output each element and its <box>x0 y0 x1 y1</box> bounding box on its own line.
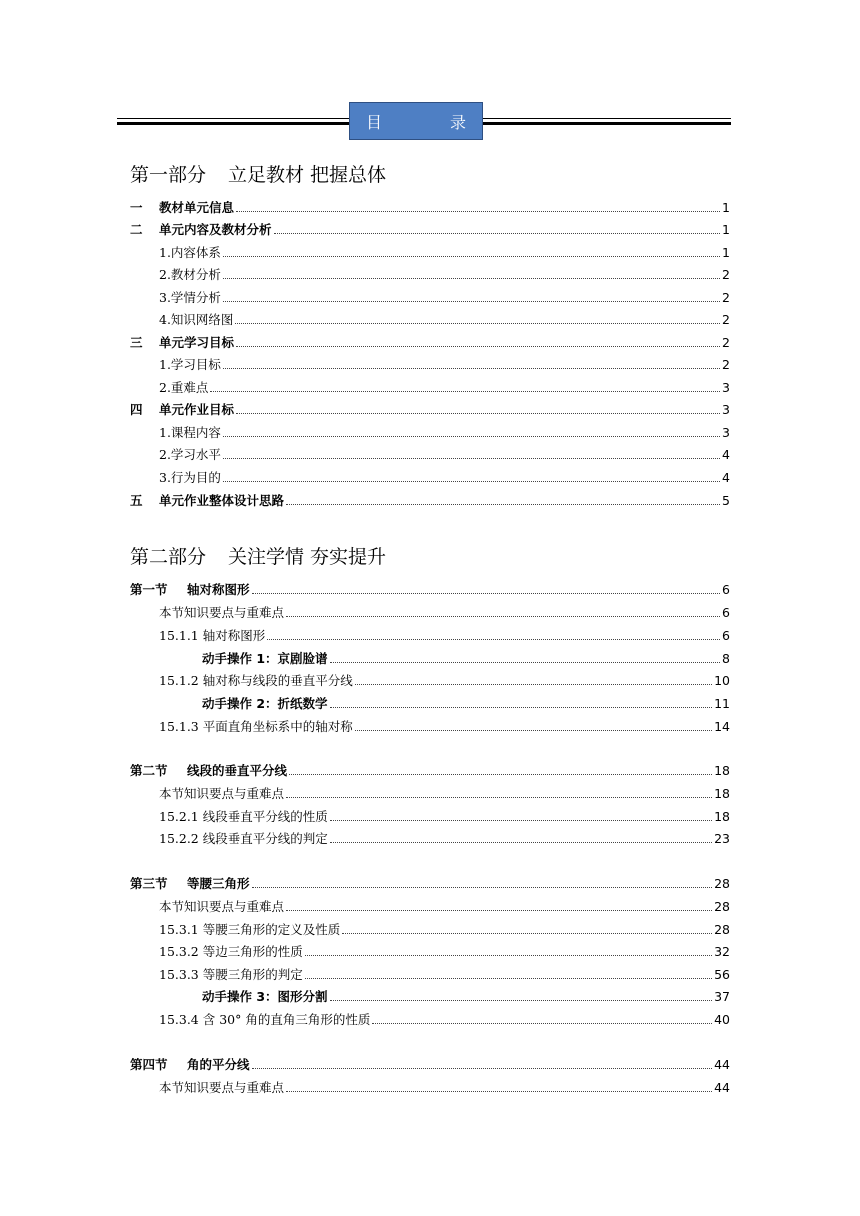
toc-title-right: 录 <box>450 112 467 132</box>
entry-title: 15.3.3 等腰三角形的判定 <box>159 967 303 982</box>
leader-dots <box>236 346 720 347</box>
entry-title: 15.3.4 含 30° 角的直角三角形的性质 <box>159 1012 371 1027</box>
entry-page: 56 <box>714 967 730 982</box>
toc-entry[interactable] <box>202 647 730 667</box>
entry-title: 单元作业整体设计思路 <box>159 493 285 508</box>
leader-dots <box>223 256 720 257</box>
entry-title: 1.课程内容 <box>159 425 221 440</box>
entry-page: 6 <box>722 582 730 597</box>
toc-entry[interactable] <box>159 286 730 306</box>
toc-entry[interactable] <box>202 692 730 712</box>
entry-page: 4 <box>722 447 730 462</box>
leader-dots <box>330 707 713 708</box>
toc-entry[interactable] <box>159 827 730 847</box>
entry-page: 28 <box>714 876 730 891</box>
leader-dots <box>236 413 720 414</box>
leader-dots <box>289 774 712 775</box>
entry-page: 10 <box>714 673 730 688</box>
entry-page: 40 <box>714 1012 730 1027</box>
entry-number: 第一节 <box>130 582 168 597</box>
entry-number: 第四节 <box>130 1057 168 1072</box>
part-label: 第二部分 <box>130 546 207 568</box>
entry-page: 28 <box>714 899 730 914</box>
entry-page: 18 <box>714 786 730 801</box>
entry-title: 15.3.1 等腰三角形的定义及性质 <box>159 922 341 937</box>
entry-page: 3 <box>722 425 730 440</box>
leader-dots <box>305 955 712 956</box>
entry-page: 44 <box>714 1080 730 1095</box>
entry-title: 2.学习水平 <box>159 447 221 462</box>
entry-page: 4 <box>722 470 730 485</box>
entry-page: 14 <box>714 719 730 734</box>
entry-title: 4.知识网络图 <box>159 312 234 327</box>
leader-dots <box>223 436 720 437</box>
entry-title: 等腰三角形 <box>187 876 250 891</box>
leader-dots <box>223 301 720 302</box>
toc-entry[interactable] <box>159 715 730 735</box>
leader-dots <box>330 820 712 821</box>
entry-number: 五 <box>130 493 143 508</box>
toc-entry[interactable] <box>159 805 730 825</box>
entry-title: 15.1.1 轴对称图形 <box>159 628 266 643</box>
entry-title: 本节知识要点与重难点 <box>159 899 285 914</box>
entry-title: 教材单元信息 <box>159 200 235 215</box>
leader-dots <box>355 684 712 685</box>
leader-dots <box>210 391 720 392</box>
part-heading-2 <box>130 542 386 569</box>
leader-dots <box>286 797 712 798</box>
toc-entry[interactable] <box>159 601 730 621</box>
entry-number: 第三节 <box>130 876 168 891</box>
toc-entry[interactable] <box>130 489 730 509</box>
entry-page: 18 <box>714 763 730 778</box>
toc-entry[interactable] <box>159 1008 730 1028</box>
toc-entry[interactable] <box>159 263 730 283</box>
entry-page: 23 <box>714 831 730 846</box>
leader-dots <box>267 639 720 640</box>
entry-title: 15.2.1 线段垂直平分线的性质 <box>159 809 328 824</box>
toc-entry[interactable] <box>159 376 730 396</box>
toc-entry[interactable] <box>130 398 730 418</box>
toc-entry[interactable] <box>159 940 730 960</box>
entry-page: 5 <box>722 493 730 508</box>
entry-title: 单元内容及教材分析 <box>159 222 272 237</box>
part-title: 关注学情 夯实提升 <box>228 546 387 568</box>
part-title: 立足教材 把握总体 <box>228 164 387 186</box>
leader-dots <box>235 323 720 324</box>
entry-page: 1 <box>722 222 730 237</box>
leader-dots <box>286 910 712 911</box>
entry-number: 第二节 <box>130 763 168 778</box>
part-label: 第一部分 <box>130 164 207 186</box>
toc-entry[interactable] <box>159 963 730 983</box>
entry-title: 3.学情分析 <box>159 290 221 305</box>
entry-page: 6 <box>722 605 730 620</box>
leader-dots <box>252 887 713 888</box>
entry-page: 8 <box>722 651 730 666</box>
entry-number: 一 <box>130 200 143 215</box>
leader-dots <box>252 1068 713 1069</box>
toc-title-box <box>349 102 483 140</box>
toc-entry[interactable] <box>130 578 730 598</box>
part-heading-1 <box>130 160 386 187</box>
leader-dots <box>286 616 720 617</box>
entry-title: 线段的垂直平分线 <box>187 763 288 778</box>
entry-title: 动手操作 3：图形分割 <box>202 989 328 1004</box>
entry-number: 二 <box>130 222 143 237</box>
toc-entry[interactable] <box>159 669 730 689</box>
leader-dots <box>305 978 712 979</box>
toc-title-left: 目 <box>365 112 382 132</box>
entry-page: 1 <box>722 200 730 215</box>
toc-entry[interactable] <box>130 1053 730 1073</box>
entry-page: 11 <box>714 696 730 711</box>
leader-dots <box>223 458 720 459</box>
toc-entry[interactable] <box>159 624 730 644</box>
toc-entry[interactable] <box>159 241 730 261</box>
entry-title: 动手操作 2：折纸数学 <box>202 696 328 711</box>
entry-page: 18 <box>714 809 730 824</box>
toc-entry[interactable] <box>159 308 730 328</box>
leader-dots <box>274 233 721 234</box>
entry-title: 轴对称图形 <box>187 582 250 597</box>
entry-title: 1.学习目标 <box>159 357 221 372</box>
entry-number: 三 <box>130 335 143 350</box>
toc-entry[interactable] <box>130 196 730 216</box>
toc-entry[interactable] <box>202 985 730 1005</box>
leader-dots <box>342 933 712 934</box>
entry-page: 1 <box>722 245 730 260</box>
leader-dots <box>372 1023 712 1024</box>
leader-dots <box>330 662 720 663</box>
entry-title: 15.1.2 轴对称与线段的垂直平分线 <box>159 673 353 688</box>
entry-page: 28 <box>714 922 730 937</box>
entry-title: 3.行为目的 <box>159 470 221 485</box>
leader-dots <box>223 481 720 482</box>
leader-dots <box>236 211 720 212</box>
entry-title: 15.1.3 平面直角坐标系中的轴对称 <box>159 719 353 734</box>
entry-title: 2.教材分析 <box>159 267 221 282</box>
toc-entry[interactable] <box>159 421 730 441</box>
leader-dots <box>355 730 712 731</box>
entry-page: 2 <box>722 357 730 372</box>
leader-dots <box>286 504 720 505</box>
leader-dots <box>223 278 720 279</box>
entry-title: 1.内容体系 <box>159 245 221 260</box>
entry-page: 44 <box>714 1057 730 1072</box>
entry-number: 四 <box>130 402 143 417</box>
leader-dots <box>330 1000 713 1001</box>
entry-title: 单元作业目标 <box>159 402 235 417</box>
leader-dots <box>286 1091 712 1092</box>
toc-header <box>117 102 731 142</box>
entry-page: 32 <box>714 944 730 959</box>
leader-dots <box>330 842 712 843</box>
toc-entry[interactable] <box>130 331 730 351</box>
toc-entry[interactable] <box>159 443 730 463</box>
entry-page: 2 <box>722 312 730 327</box>
toc-entry[interactable] <box>130 759 730 779</box>
entry-page: 2 <box>722 290 730 305</box>
entry-page: 3 <box>722 402 730 417</box>
entry-title: 15.3.2 等边三角形的性质 <box>159 944 303 959</box>
entry-page: 37 <box>714 989 730 1004</box>
entry-page: 3 <box>722 380 730 395</box>
entry-title: 2.重难点 <box>159 380 209 395</box>
entry-page: 2 <box>722 335 730 350</box>
leader-dots <box>223 368 720 369</box>
toc-entry[interactable] <box>159 782 730 802</box>
toc-entry[interactable] <box>130 872 730 892</box>
entry-title: 本节知识要点与重难点 <box>159 605 285 620</box>
toc-entry[interactable] <box>159 895 730 915</box>
toc-entry[interactable] <box>130 218 730 238</box>
entry-page: 6 <box>722 628 730 643</box>
entry-title: 15.2.2 线段垂直平分线的判定 <box>159 831 328 846</box>
entry-title: 本节知识要点与重难点 <box>159 1080 285 1095</box>
toc-entry[interactable] <box>159 466 730 486</box>
entry-title: 动手操作 1：京剧脸谱 <box>202 651 328 666</box>
leader-dots <box>252 593 721 594</box>
entry-page: 2 <box>722 267 730 282</box>
toc-entry[interactable] <box>159 353 730 373</box>
entry-title: 角的平分线 <box>187 1057 250 1072</box>
toc-entry[interactable] <box>159 1076 730 1096</box>
entry-title: 单元学习目标 <box>159 335 235 350</box>
entry-title: 本节知识要点与重难点 <box>159 786 285 801</box>
toc-entry[interactable] <box>159 918 730 938</box>
